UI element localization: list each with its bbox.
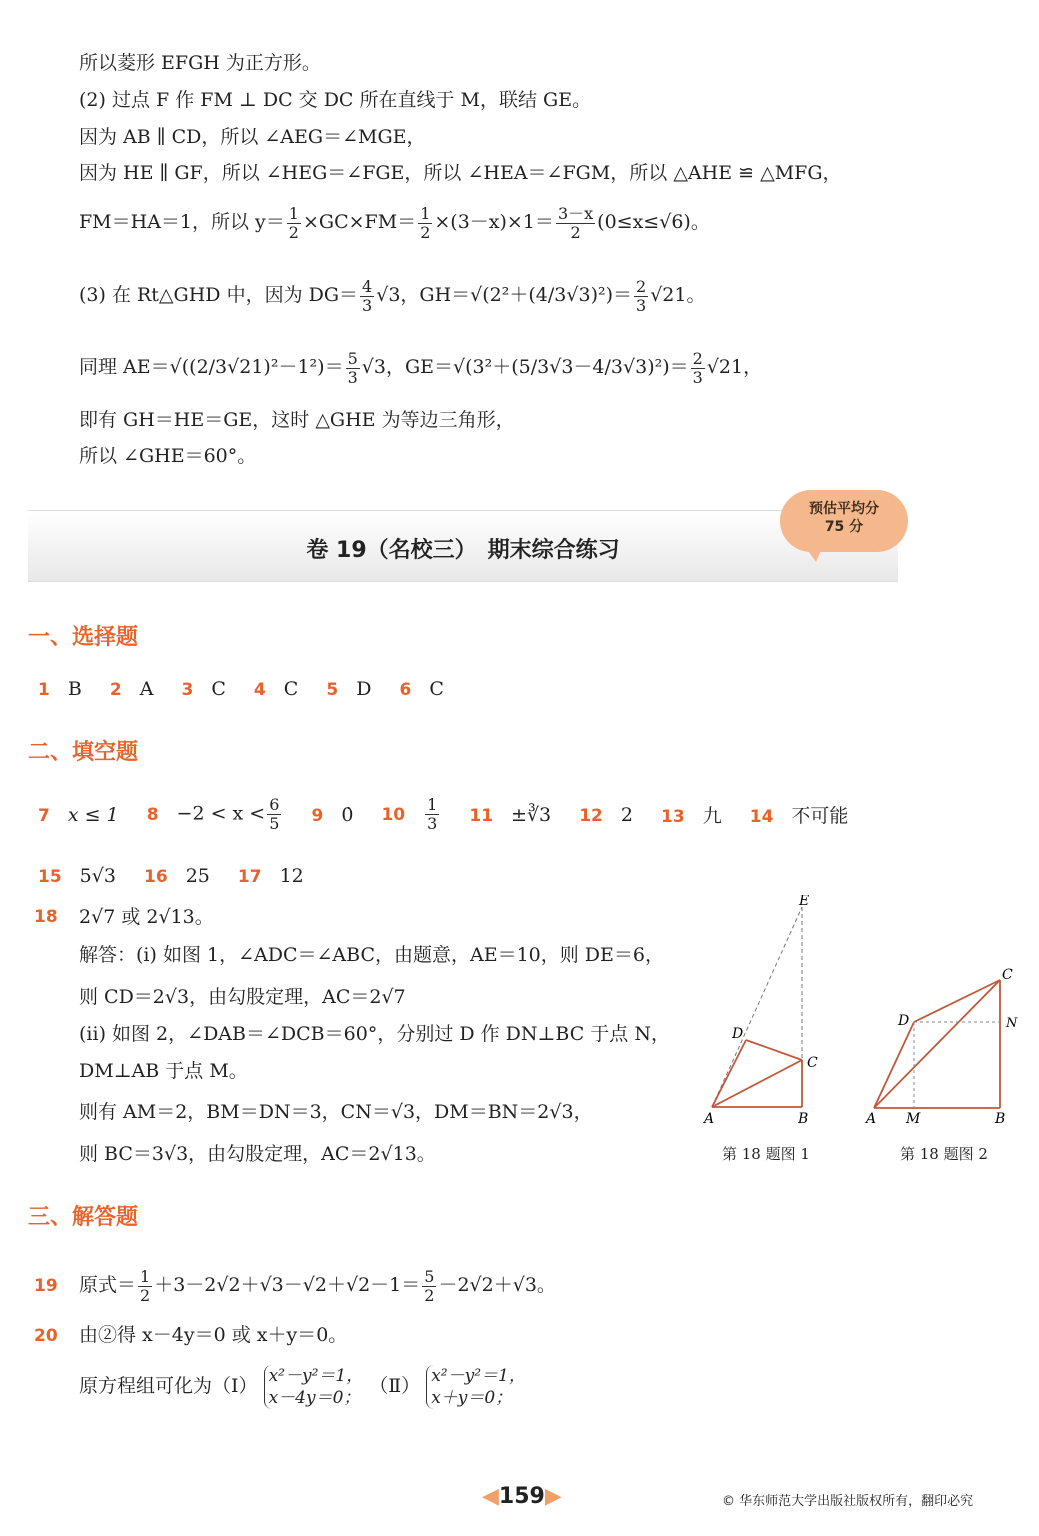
average-score-badge xyxy=(780,490,908,552)
fraction: $\frac{1}{2}$ xyxy=(288,203,299,242)
equation-system: x²－y²＝1， x＋y＝0； xyxy=(426,1365,526,1409)
text: √3，GH＝√(2²＋(4/3√3)²)＝ xyxy=(376,284,633,306)
label-m: M xyxy=(906,1111,921,1127)
answer-item: 1 B xyxy=(38,678,82,700)
text-line: 由②得 x－4y＝0 或 x＋y＝0。 xyxy=(79,1324,348,1346)
label-c: C xyxy=(807,1055,818,1071)
fig-line-ae xyxy=(712,907,802,1107)
answer-item: 12 2 xyxy=(579,803,633,826)
fraction: $\frac{1}{2}$ xyxy=(140,1266,151,1305)
fig-line-ac xyxy=(874,980,1000,1108)
fraction: $\frac{2}{3}$ xyxy=(636,276,647,315)
text: ×(3－x)×1＝ xyxy=(434,211,554,233)
fig-line-dc xyxy=(746,1040,802,1060)
figure-18-2 xyxy=(862,965,1027,1135)
fraction: $\frac{1}{2}$ xyxy=(420,203,431,242)
answer-item: 7 x ≤ 1 xyxy=(38,803,119,826)
text: 原方程组可化为（Ⅰ） xyxy=(79,1375,258,1397)
choice-answers xyxy=(38,677,466,700)
label-a: A xyxy=(704,1111,715,1127)
text-line: 2√7 或 2√13。 xyxy=(79,906,214,928)
copyright: © 华东师范大学出版社版权所有，翻印必究 xyxy=(722,1494,974,1509)
answer-item: 15 5√3 xyxy=(38,865,116,887)
fill-answers-row2 xyxy=(38,864,326,887)
text: (0≤x≤√6)。 xyxy=(597,211,710,233)
formula-line xyxy=(79,272,706,318)
figure-18-1 xyxy=(700,895,830,1135)
label-d: D xyxy=(732,1026,744,1042)
fraction: $\frac{5}{3}$ xyxy=(347,348,358,387)
formula-line xyxy=(79,344,762,390)
answer-item: 17 12 xyxy=(237,865,304,887)
label-e: E xyxy=(799,895,810,909)
figure-caption: 第 18 题图 1 xyxy=(722,1145,810,1163)
formula-line xyxy=(79,200,710,244)
answer-item: 13 九 xyxy=(661,805,722,827)
text: ＋3－2√2＋√3－√2＋√2－1＝ xyxy=(154,1274,421,1296)
fraction: $\frac{5}{2}$ xyxy=(424,1266,435,1305)
text: （Ⅱ） xyxy=(369,1375,421,1397)
text: FM＝HA＝1，所以 y＝ xyxy=(79,211,285,233)
answer-item: 2 A xyxy=(109,678,154,700)
text-line: DM⊥AB 于点 M。 xyxy=(79,1060,248,1082)
label-b: B xyxy=(995,1111,1006,1127)
page-number: ◀159▶ xyxy=(482,1484,562,1509)
answer-item: 5 D xyxy=(326,678,372,700)
text-line: 则 BC＝3√3，由勾股定理，AC＝2√13。 xyxy=(79,1143,436,1165)
text: (3) 在 Rt△GHD 中，因为 DG＝ xyxy=(79,284,359,306)
fig-line-dc xyxy=(914,980,1000,1022)
answer-item: 14 不可能 xyxy=(749,805,849,827)
text: √21。 xyxy=(650,284,706,306)
question-number: 18 xyxy=(34,907,58,927)
text: √3，GE＝√(3²＋(5/3√3－4/3√3)²)＝ xyxy=(361,356,689,378)
section-heading: 三、解答题 xyxy=(28,1205,139,1230)
fig-line-ad xyxy=(712,1040,746,1107)
label-b: B xyxy=(798,1111,809,1127)
text-line: 则 CD＝2√3，由勾股定理，AC＝2√7 xyxy=(79,986,406,1008)
fill-answers-row1 xyxy=(38,796,870,833)
text-line: 因为 AB ∥ CD，所以 ∠AEG＝∠MGE， xyxy=(79,126,426,148)
paper-title: 卷 19（名校三） 期末综合练习 xyxy=(306,538,620,563)
text-line: (2) 过点 F 作 FM ⊥ DC 交 DC 所在直线于 M，联结 GE。 xyxy=(79,89,592,111)
fraction: $\frac{2}{3}$ xyxy=(692,348,703,387)
answer-item: 9 0̇ xyxy=(311,803,354,826)
text: 同理 AE＝√((2/3√21)²－1²)＝ xyxy=(79,356,344,378)
text: ×GC×FM＝ xyxy=(302,211,417,233)
section-heading: 二、填空题 xyxy=(28,740,139,765)
text-line: 解答：(i) 如图 1，∠ADC＝∠ABC，由题意，AE＝10，则 DE＝6， xyxy=(79,944,664,966)
equation-system: x²－y²＝1， x－4y＝0； xyxy=(264,1365,364,1409)
answer-item: 10 $\frac{1}{3}$ xyxy=(381,795,438,833)
badge-line: 75 分 xyxy=(824,519,864,535)
answer-item: 3 C xyxy=(181,678,226,700)
answer-item: 16 25 xyxy=(144,865,210,887)
text-line: 因为 HE ∥ GF，所以 ∠HEG＝∠FGE，所以 ∠HEA＝∠FGM，所以 △AHE ≌ △MFG， xyxy=(79,162,842,184)
label-a: A xyxy=(866,1111,877,1127)
answer-item: 8 −2 < x < $\frac{6}{5}$ xyxy=(146,795,280,833)
formula-line xyxy=(79,1262,556,1308)
text: 原式＝ xyxy=(79,1274,137,1296)
text-line: (ii) 如图 2，∠DAB＝∠DCB＝60°，分别过 D 作 DN⊥BC 于点 N， xyxy=(79,1023,670,1045)
section-heading: 一、选择题 xyxy=(28,625,139,650)
text: －2√2＋√3。 xyxy=(438,1274,556,1296)
figure-caption: 第 18 题图 2 xyxy=(900,1145,988,1163)
text-line: 即有 GH＝HE＝GE，这时 △GHE 为等边三角形， xyxy=(79,409,515,431)
text-line: 所以菱形 EFGH 为正方形。 xyxy=(79,52,321,74)
badge-line: 预估平均分 xyxy=(809,501,879,517)
fraction: $\frac{3-x}{2}$ xyxy=(557,203,594,242)
section-banner xyxy=(28,510,898,582)
text-line: 所以 ∠GHE＝60°。 xyxy=(79,445,257,467)
fraction: $\frac{4}{3}$ xyxy=(362,276,373,315)
answer-item: 4 C xyxy=(253,678,299,700)
label-n: N xyxy=(1006,1016,1018,1031)
answer-item: 6 C xyxy=(399,678,444,700)
label-c: C xyxy=(1002,967,1013,983)
fig-line-ad xyxy=(874,1022,914,1108)
equation-system-line xyxy=(79,1362,526,1410)
text: √21， xyxy=(706,356,763,378)
question-number: 19 xyxy=(34,1276,58,1296)
answer-item: 11 ±∛3 xyxy=(469,803,552,826)
text-line: 则有 AM＝2，BM＝DN＝3，CN＝√3，DM＝BN＝2√3， xyxy=(79,1101,593,1123)
question-number: 20 xyxy=(34,1326,58,1346)
fig-line-ac xyxy=(712,1060,802,1107)
label-d: D xyxy=(898,1013,910,1029)
